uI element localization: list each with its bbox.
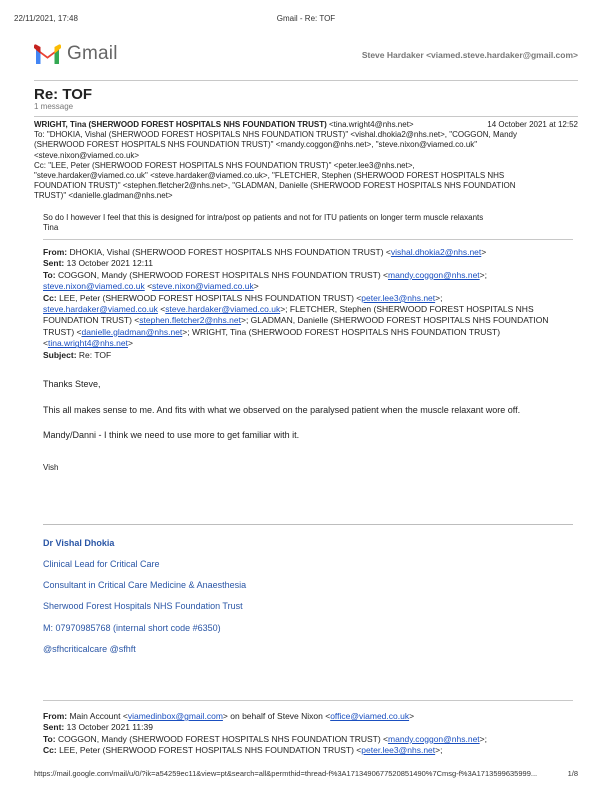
punct: > [409,711,415,721]
print-title: Gmail - Re: TOF [276,14,336,23]
cc-text: >; WRIGHT, Tina (SHERWOOD FOREST HOSPITALS NHS FOUNDATION TRUST) [182,326,501,337]
to-line: To: "DHOKIA, Vishal (SHERWOOD FOREST HOSPITALS NHS FOUNDATION TRUST)" <vishal.dhokia2@nhs.net>, "COGGON, Mandy [34,130,517,140]
cc-text: >; GLADMAN, Danielle (SHERWOOD FOREST HOSPITALS NHS FOUNDATION [241,315,549,326]
cc-text: LEE, Peter (SHERWOOD FOREST HOSPITALS NHS FOUNDATION TRUST) < [59,292,362,303]
signature-line: M: 07970985768 (internal short code #6350) [43,623,221,633]
paragraph: This all makes sense to me. And fits with what we observed on the paralysed patient when the muscle relaxant wore off. [43,405,521,415]
account-email: Steve Hardaker <viamed.steve.hardaker@gmail.com> [361,50,578,60]
cc-text: FOUNDATION TRUST) < [43,315,140,326]
print-url: https://mail.google.com/mail/u/0/?ik=a54259ec11&view=pt&search=all&permthid=thread-f%3A1713490677520851490%7Cmsg-f%3A1713599635999... [34,769,538,778]
punct: >; [479,733,487,744]
punct: < [157,304,166,315]
from-label: From: [43,247,68,257]
signoff: Vish [43,463,59,472]
punct: > [253,281,259,292]
email-link[interactable]: steve.hardaker@viamed.co.uk [43,304,158,315]
print-timestamp: 22/11/2021, 17:48 [14,14,78,23]
email-link[interactable]: viamedinbox@gmail.com [127,711,223,721]
sent-date: 13 October 2021 11:39 [66,722,153,733]
email-link[interactable]: mandy.coggon@nhs.net [388,269,480,280]
paragraph: Mandy/Danni - I think we need to use more to get familiar with it. [43,430,300,440]
cc-text: LEE, Peter (SHERWOOD FOREST HOSPITALS NHS FOUNDATION TRUST) < [59,745,362,756]
to-label: To: [43,733,56,744]
cc-line: "steve.hardaker@viamed.co.uk" <steve.hardaker@viamed.co.uk>, "FLETCHER, Stephen (SHERWOOD FOREST HOSPITALS NHS [34,171,505,181]
to-text: COGGON, Mandy (SHERWOOD FOREST HOSPITALS NHS FOUNDATION TRUST) < [57,733,389,744]
greeting: Thanks Steve, [43,379,101,389]
quote-divider [43,700,573,701]
email-link[interactable]: mandy.coggon@nhs.net [388,733,480,744]
from-text: Main Account < [69,711,128,721]
signature-name: Dr Vishal Dhokia [43,538,115,548]
email-link[interactable]: office@viamed.co.uk [330,711,410,721]
subject-label: Subject: [43,349,77,360]
message-count: 1 message [34,102,74,111]
cc-line: FOUNDATION TRUST)" <stephen.fletcher2@nhs.net>, "GLADMAN, Danielle (SHERWOOD FOREST HOSPITALS NHS FOUNDATION [34,181,516,191]
message-body [43,213,483,233]
signature-line: Sherwood Forest Hospitals NHS Foundation Trust [43,601,243,611]
punct: > [127,338,133,349]
body-line: So do I however I feel that this is designed for intra/post op patients and not for ITU patients on longer term muscle relaxants [43,213,484,222]
to-line: <steve.nixon@viamed.co.uk> [34,150,140,160]
to-line: (SHERWOOD FOREST HOSPITALS NHS FOUNDATION TRUST)" <mandy.coggon@nhs.net>, "steve.nixon@viamed.co.uk" [34,140,478,150]
message-header [34,120,578,202]
sender-email: <tina.wright4@nhs.net> [328,120,414,129]
signature-line: @sfhcriticalcare @sfhft [43,644,136,654]
signature-line: Consultant in Critical Care Medicine & Anaesthesia [43,580,247,590]
punct: >; [435,292,443,303]
email-link[interactable]: stephen.fletcher2@nhs.net [139,315,241,326]
page-number: 1/8 [567,769,578,778]
sent-date: 13 October 2021 12:11 [66,258,153,269]
cc-line: TRUST)" <danielle.gladman@nhs.net> [34,191,173,201]
cc-label: Cc: [43,292,57,303]
sent-label: Sent: [43,258,65,269]
punct: < [144,281,153,292]
punct: < [43,338,48,349]
email-link[interactable]: peter.lee3@nhs.net [361,745,436,756]
header-divider [34,80,578,81]
cc-line: Cc: "LEE, Peter (SHERWOOD FOREST HOSPITALS NHS FOUNDATION TRUST)" <peter.lee3@nhs.net>, [34,160,415,170]
message-divider [34,116,578,117]
email-link[interactable]: peter.lee3@nhs.net [361,292,436,303]
sent-label: Sent: [43,722,65,733]
thread-subject: Re: TOF [34,86,93,103]
punct: > [481,247,487,257]
gmail-wordmark: Gmail [67,43,118,64]
gmail-logo[interactable] [34,42,118,66]
email-link[interactable]: steve.hardaker@viamed.co.uk [165,304,281,315]
subject-text: Re: TOF [78,349,112,360]
email-link[interactable]: steve.nixon@viamed.co.uk [43,281,145,292]
quoted-header-2 [43,711,573,757]
cc-text: TRUST) < [43,326,82,337]
message-date: 14 October 2021 at 12:52 [487,120,578,129]
punct: >; [435,745,443,756]
punct: >; [479,269,487,280]
cc-label: Cc: [43,745,57,756]
signature-divider [43,524,573,525]
cc-text: >; FLETCHER, Stephen (SHERWOOD FOREST HOSPITALS NHS [280,304,534,315]
quote-divider [43,239,573,240]
quoted-header-1 [43,247,573,361]
sender-name: WRIGHT, Tina (SHERWOOD FOREST HOSPITALS NHS FOUNDATION TRUST) [34,120,327,129]
email-link[interactable]: danielle.gladman@nhs.net [81,326,183,337]
gmail-m-icon [34,44,61,64]
to-text: COGGON, Mandy (SHERWOOD FOREST HOSPITALS NHS FOUNDATION TRUST) < [57,269,389,280]
signature-line: Clinical Lead for Critical Care [43,559,160,569]
from-text: > on behalf of Steve Nixon < [222,711,331,721]
body-line: Tina [43,223,59,233]
from-text: DHOKIA, Vishal (SHERWOOD FOREST HOSPITALS NHS FOUNDATION TRUST) < [69,247,391,257]
email-link[interactable]: vishal.dhokia2@nhs.net [390,247,482,257]
email-link[interactable]: steve.nixon@viamed.co.uk [152,281,254,292]
from-label: From: [43,711,68,721]
to-label: To: [43,269,56,280]
email-link[interactable]: tina.wright4@nhs.net [47,338,128,349]
